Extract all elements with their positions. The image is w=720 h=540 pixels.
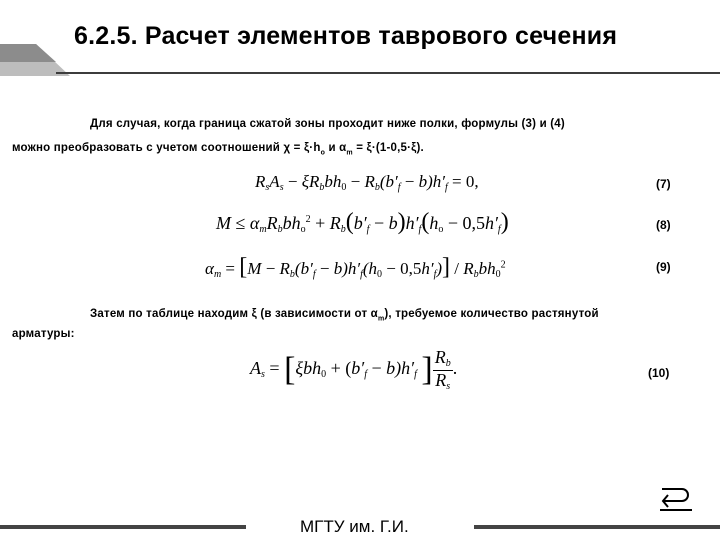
title-divider [56, 72, 720, 74]
equation-number-10: (10) [648, 366, 670, 380]
equation-number-7: (7) [656, 177, 671, 191]
equation-8: $M \le \alpha_mR_bbh_o^2 + R_b(b'_f - b)h'_f(h_o - 0,5h'_f)$ [216, 209, 509, 235]
intro-line-2: можно преобразовать с учетом соотношений $\chi = \xi\cdot h_o$ и $\alpha_m = \xi\cdot(1-0,5\cdot\xi)$. [12, 142, 424, 157]
corner-decoration [0, 0, 80, 82]
page-title: 6.2.5. Расчет элементов таврового сечения [74, 22, 618, 50]
intro-line-1: Для случая, когда граница сжатой зоны проходит ниже полки, формулы (3) и (4) [90, 118, 565, 130]
then-line-1: Затем по таблице находим ξ (в зависимости от $\alpha_m$), требуемое количество растянутой [90, 308, 599, 323]
footer-bar-right [474, 525, 720, 529]
equation-10: $A_s = [\xi bh_0 + (b'_f - b)h'_f$ ] $\frac{R_b}{R_s}$ . [250, 347, 458, 392]
equation-7: $R_sA_s - \xi R_bbh_0 - R_b(b'_f - b)h'_f = 0$, [255, 172, 479, 193]
equation-number-8: (8) [656, 218, 671, 232]
then-line-2: арматуры: [12, 328, 75, 340]
footer-bar-left [0, 525, 246, 529]
return-arrow-icon[interactable] [658, 481, 694, 513]
equation-number-9: (9) [656, 260, 671, 274]
footer-text: МГТУ им. Г.И. [300, 517, 409, 536]
equation-9: $\alpha_m = [M - R_b(b'_f - b)h'_f(h_0 - 0,5h'_f)] / R_bbh_0^2$ [205, 254, 506, 280]
